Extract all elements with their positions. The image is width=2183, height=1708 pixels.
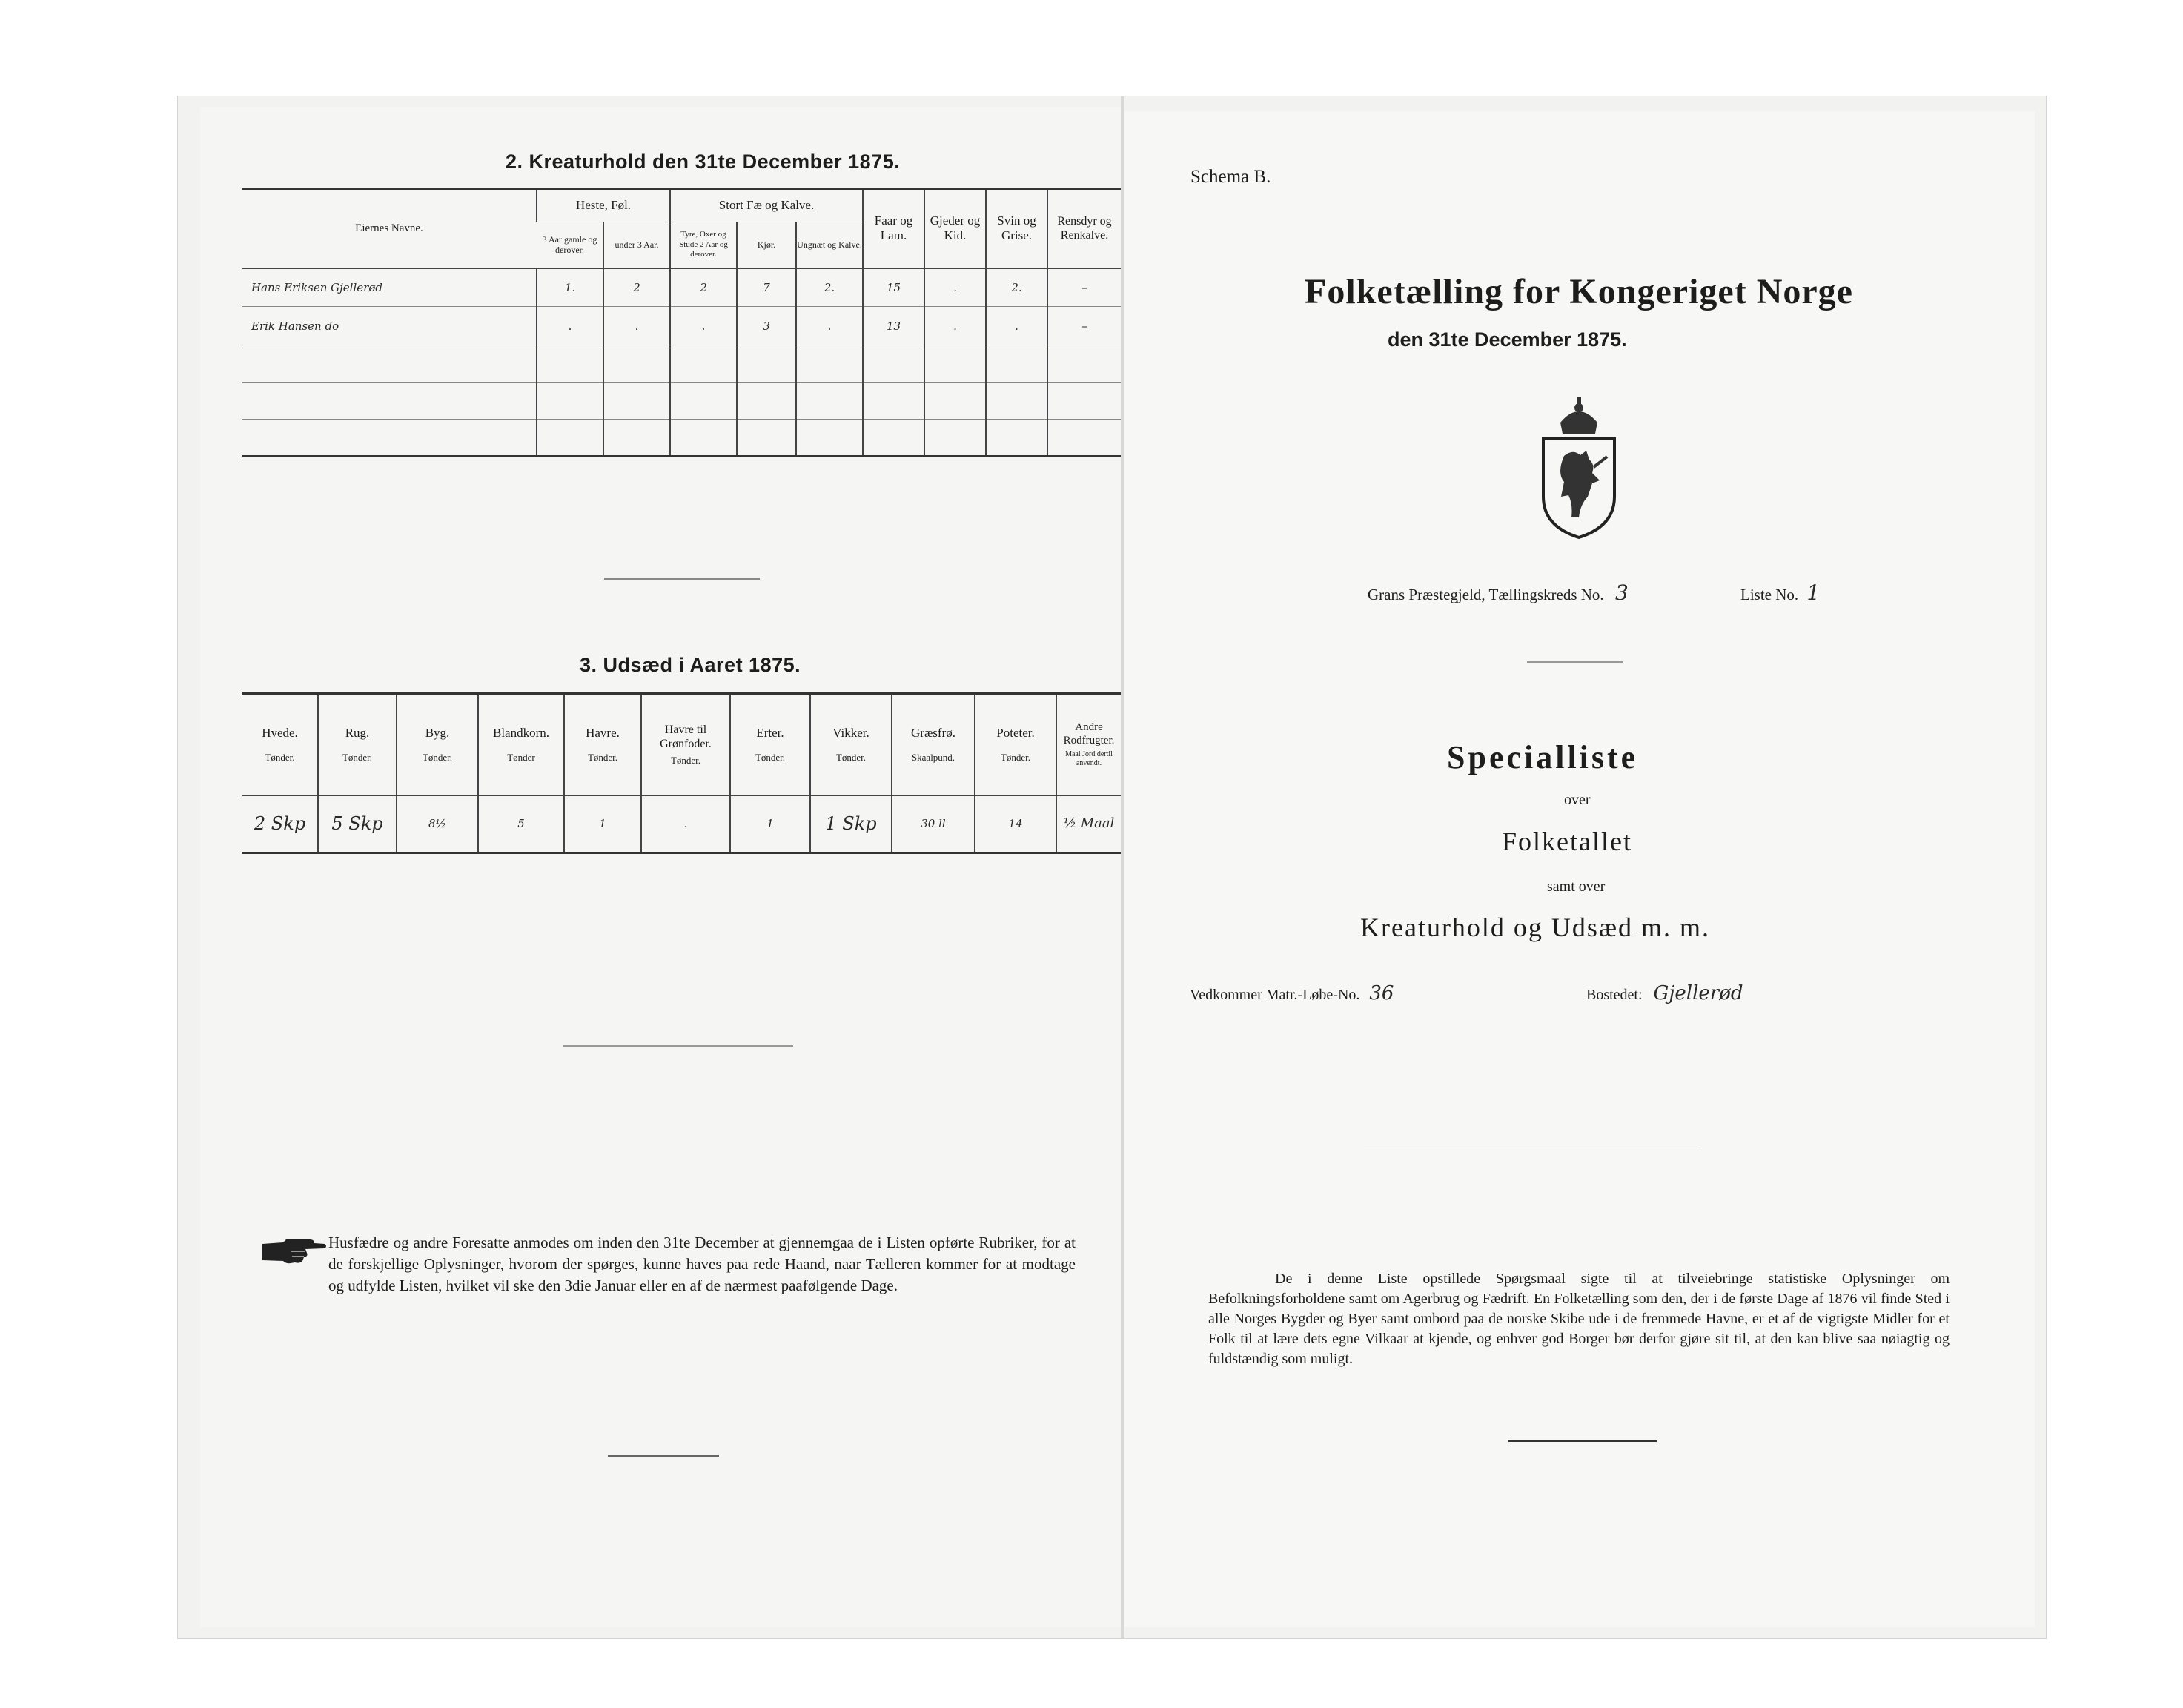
- seed-value: 14: [975, 795, 1056, 853]
- value-cell: .: [670, 307, 737, 345]
- divider: [1527, 661, 1623, 663]
- section3-title: 3. Udsæd i Aaret 1875.: [580, 654, 801, 676]
- table-row: [242, 383, 1121, 420]
- main-title: Folketælling for Kongeriget Norge: [1305, 272, 1853, 311]
- table-row: [242, 268, 1121, 307]
- seed-value: 5: [478, 795, 564, 853]
- livestock-table: [242, 188, 1121, 457]
- divider: [604, 578, 760, 580]
- district-line: [1368, 580, 1629, 605]
- cows-header: Kjør.: [737, 222, 796, 268]
- goats-header: Gjeder og Kid.: [924, 189, 986, 268]
- value-cell: 2: [670, 268, 737, 307]
- seed-value: 30 ll: [892, 795, 975, 853]
- seed-header-poteter: Poteter. Tønder.: [975, 694, 1056, 795]
- seed-header-hvede: Hvede. Tønder.: [262, 726, 298, 763]
- coat-of-arms-icon: [1534, 393, 1623, 545]
- horses-3plus-header: 3 Aar gamle og derover.: [537, 222, 603, 268]
- seed-value: 2 Skp: [254, 812, 306, 834]
- value-cell: 7: [737, 268, 796, 307]
- seed-header-graesfro: Græsfrø. Skaalpund.: [892, 694, 975, 795]
- value-cell: .: [924, 268, 986, 307]
- value-cell: 15: [863, 268, 924, 307]
- seed-header-havre-gronfoder: Havre til Grønfoder. Tønder.: [641, 694, 730, 795]
- seed-header-byg: Byg. Tønder.: [397, 694, 478, 795]
- matr-label: Vedkommer Matr.-Løbe-No.: [1190, 987, 1360, 1003]
- divider: [563, 1045, 793, 1047]
- seed-header-havre: Havre. Tønder.: [564, 694, 641, 795]
- seed-value: 1: [564, 795, 641, 853]
- subtitle: Kreaturhold og Udsæd m. m.: [1360, 913, 1710, 942]
- cattle-group-header: Stort Fæ og Kalve.: [670, 189, 863, 222]
- value-cell: .: [796, 307, 863, 345]
- district-prefix: Grans: [1368, 586, 1405, 603]
- seed-value: 1: [730, 795, 810, 853]
- explanation-paragraph: De i denne Liste opstillede Spørgsmaal sigte til at tilveiebringe statistiske Oplysninger om Befolkningsforholdene samt om Agerbrug og Fædrift. En Folketælling som den, der i de første Dage af 1876 vil finde Sted i alle Norges Bygder og Byer samt ombord paa de norske Skibe ude i de fremmede Havne, er et af de vigtigste Midler for et Folk til at lære dets egne Vilkaar at kjende, og enhver god Borger bør derfor gjøre sit til, at den kan blive saa nøiagtig og fuldstændig som muligt.: [1208, 1271, 1950, 1367]
- district-label: Præstegjeld, Tællingskreds No.: [1408, 586, 1604, 603]
- bosted-line: [1586, 982, 1743, 1004]
- special-list-title: Specialliste: [1447, 739, 1639, 775]
- table-row: [242, 420, 1121, 457]
- value-cell: 3: [737, 307, 796, 345]
- table-row: [242, 307, 1121, 345]
- section2-title: 2. Kreaturhold den 31te December 1875.: [506, 150, 901, 173]
- value-cell: –: [1047, 307, 1121, 345]
- notice-text: Husfædre og andre Foresatte anmodes om inden den 31te December at gjennemgaa de i Listen opførte Rubriker, for at de forskjellige Oplysninger, hvorom der spørges, kunne haves paa rede Haand, naar Tælleren kommer for at modtage og udfylde Listen, hvilket vil ske den 3die Januar eller en af de nærmest paafølgende Dage.: [328, 1234, 1076, 1294]
- value-cell: .: [537, 307, 603, 345]
- pigs-header: Svin og Grise.: [986, 189, 1047, 268]
- horses-under3-header: under 3 Aar.: [603, 222, 670, 268]
- value-cell: .: [924, 307, 986, 345]
- value-cell: 2.: [986, 268, 1047, 307]
- seed-value: ½ Maal: [1056, 795, 1121, 853]
- over-label: over: [1564, 792, 1591, 808]
- owner-cell: Erik Hansen do: [251, 319, 339, 333]
- owner-cell: Hans Eriksen Gjellerød: [251, 280, 382, 294]
- matr-number: 36: [1369, 982, 1394, 1004]
- value-cell: .: [603, 307, 670, 345]
- district-number: 3: [1614, 580, 1629, 605]
- seed-value: 5 Skp: [318, 795, 397, 853]
- value-cell: 2: [603, 268, 670, 307]
- list-line: [1740, 580, 1820, 605]
- bosted-label: Bostedet:: [1586, 987, 1643, 1003]
- seed-header-rug: Rug. Tønder.: [318, 694, 397, 795]
- seed-header-rodfrugter: Andre Rodfrugter. Maal Jord dertil anvendt.: [1056, 694, 1121, 795]
- samt-over-label: samt over: [1547, 878, 1606, 895]
- table-row: [242, 345, 1121, 383]
- bosted-value: Gjellerød: [1653, 982, 1743, 1004]
- seed-value: 8½: [397, 795, 478, 853]
- value-cell: 2.: [796, 268, 863, 307]
- seed-value: 1 Skp: [810, 795, 892, 853]
- census-date: den 31te December 1875.: [1388, 328, 1627, 351]
- page-fold: [1121, 96, 1124, 1638]
- sheep-header: Faar og Lam.: [863, 189, 924, 268]
- seed-header-erter: Erter. Tønder.: [730, 694, 810, 795]
- young-cattle-header: Ungnæt og Kalve.: [796, 222, 863, 268]
- seed-value: .: [641, 795, 730, 853]
- value-cell: –: [1047, 268, 1121, 307]
- value-cell: 1.: [537, 268, 603, 307]
- seed-header-blandkorn: Blandkorn. Tønder: [478, 694, 564, 795]
- divider: [1508, 1440, 1657, 1442]
- schema-label: Schema B.: [1190, 167, 1271, 187]
- value-cell: 13: [863, 307, 924, 345]
- reindeer-header: Rensdyr og Renkalve.: [1047, 189, 1121, 268]
- owner-header: Eiernes Navne.: [242, 189, 537, 268]
- horses-group-header: Heste, Føl.: [537, 189, 670, 222]
- seed-header-vikker: Vikker. Tønder.: [810, 694, 892, 795]
- list-number: 1: [1806, 580, 1821, 605]
- matr-line: [1190, 982, 1394, 1004]
- folketallet-label: Folketallet: [1502, 827, 1632, 856]
- bulls-header: Tyre, Oxer og Stude 2 Aar og derover.: [670, 222, 737, 268]
- list-label: Liste No.: [1740, 586, 1799, 603]
- value-cell: .: [986, 307, 1047, 345]
- pointing-hand-icon: [261, 1237, 328, 1270]
- table-row: [242, 795, 1121, 853]
- divider: [608, 1455, 719, 1457]
- seed-table: [242, 692, 1121, 854]
